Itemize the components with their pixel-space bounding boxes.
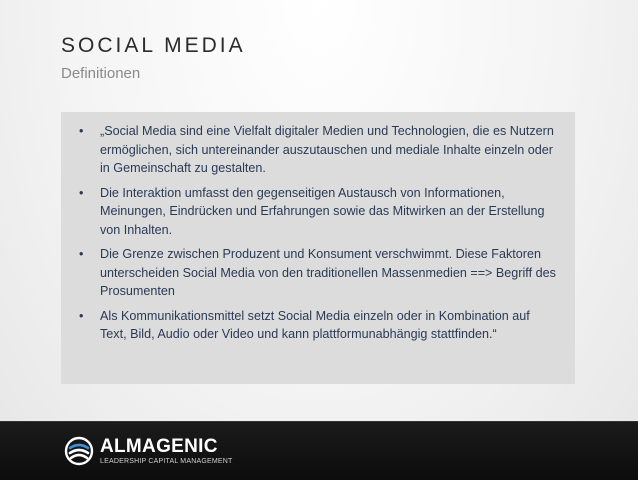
bullet-text: Als Kommunikationsmittel setzt Social Media einzeln oder in Kombination auf Text, Bild, Audio oder Video und kann plattformunabhängig stattfinden.“ [100, 308, 530, 341]
bullet-list [75, 122, 557, 344]
bullet-icon: • [79, 247, 84, 261]
footer-bar [0, 421, 638, 480]
bullet-text: „Social Media sind eine Vielfalt digitaler Medien und Technologien, die es Nutzern ermöglichen, sich untereinander auszutauschen und mediale Inhalte einzeln oder in Gemeinschaft zu gestalten. [100, 124, 554, 175]
slide-subtitle: Definitionen [61, 65, 141, 82]
bullet-icon: • [79, 185, 84, 200]
almagenic-logo-icon [64, 436, 94, 466]
slide-title: SOCIAL MEDIA [61, 34, 246, 57]
logo-name: ALMAGENIC [100, 435, 218, 457]
bullet-icon: • [79, 308, 84, 323]
bullet-item [75, 307, 557, 344]
bullet-text: Die Interaktion umfasst den gegenseitigen Austausch von Informationen, Meinungen, Eindrücken und Erfahrungen sowie das Mitwirken an der Erstellung von Inhalten. [100, 185, 545, 237]
logo-tagline: LEADERSHIP CAPITAL MANAGEMENT [100, 457, 233, 465]
bullet-text: Die Grenze zwischen Produzent und Konsument verschwimmt. Diese Faktoren unterscheiden Social Media von den traditionellen Massenmedien ==> Begriff des Prosumenten [100, 247, 556, 298]
bullet-item [75, 184, 557, 240]
logo-text [100, 437, 232, 466]
bullet-item [75, 122, 557, 178]
company-logo [64, 434, 232, 468]
content-box [61, 112, 575, 384]
bullet-icon: • [79, 124, 84, 138]
bullet-item [75, 245, 557, 301]
